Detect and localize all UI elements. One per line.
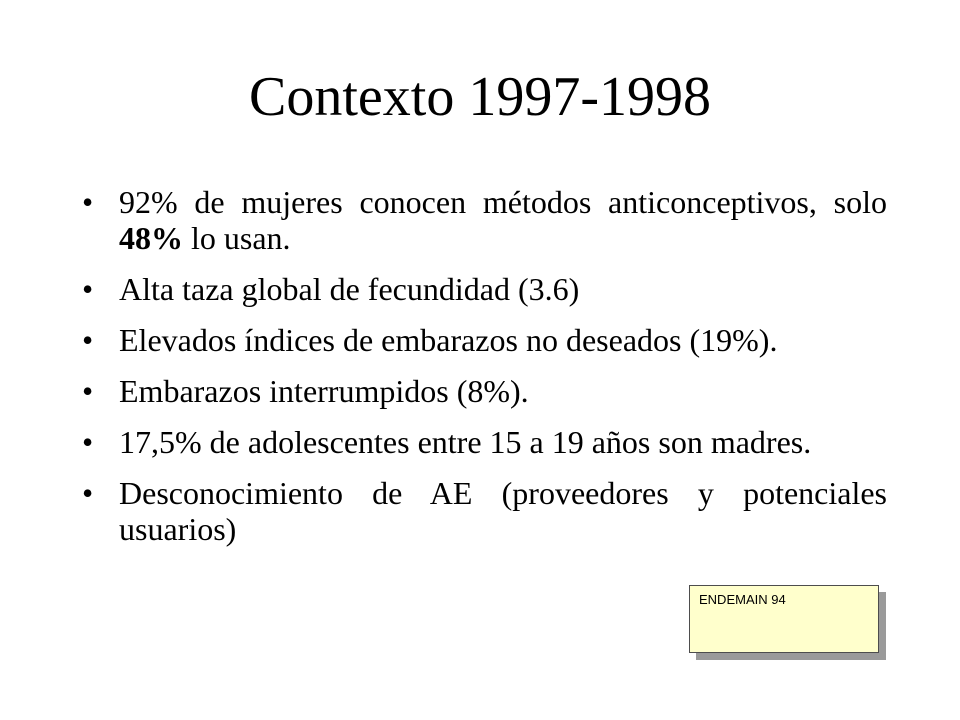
bullet-list bbox=[82, 184, 887, 562]
bullet-dot-icon: • bbox=[82, 184, 94, 220]
bullet-item bbox=[82, 322, 887, 358]
bullet-text: Elevados índices de embarazos no deseados (19%). bbox=[119, 322, 778, 358]
bullet-dot-icon: • bbox=[82, 373, 94, 409]
bullet-item bbox=[82, 373, 887, 409]
bullet-dot-icon: • bbox=[82, 475, 94, 511]
bullet-dot-icon: • bbox=[82, 271, 94, 307]
bullet-item bbox=[82, 184, 887, 256]
bullet-text: 92% de mujeres conocen métodos anticonceptivos, solo bbox=[119, 184, 887, 220]
bullet-text-bold: 48% bbox=[119, 220, 183, 256]
slide-title: Contexto 1997-1998 bbox=[249, 66, 711, 128]
bullet-dot-icon: • bbox=[82, 424, 94, 460]
bullet-item bbox=[82, 424, 887, 460]
source-note-text: ENDEMAIN 94 bbox=[699, 592, 786, 607]
bullet-item bbox=[82, 271, 887, 307]
bullet-dot-icon: • bbox=[82, 322, 94, 358]
bullet-text: Desconocimiento de AE (proveedores y potenciales usuarios) bbox=[119, 475, 887, 547]
bullet-text: Embarazos interrumpidos (8%). bbox=[119, 373, 529, 409]
bullet-text: 17,5% de adolescentes entre 15 a 19 años son madres. bbox=[119, 424, 812, 460]
source-note-box bbox=[689, 585, 879, 653]
bullet-text: lo usan. bbox=[183, 220, 291, 256]
bullet-text: Alta taza global de fecundidad (3.6) bbox=[119, 271, 580, 307]
bullet-item bbox=[82, 475, 887, 547]
